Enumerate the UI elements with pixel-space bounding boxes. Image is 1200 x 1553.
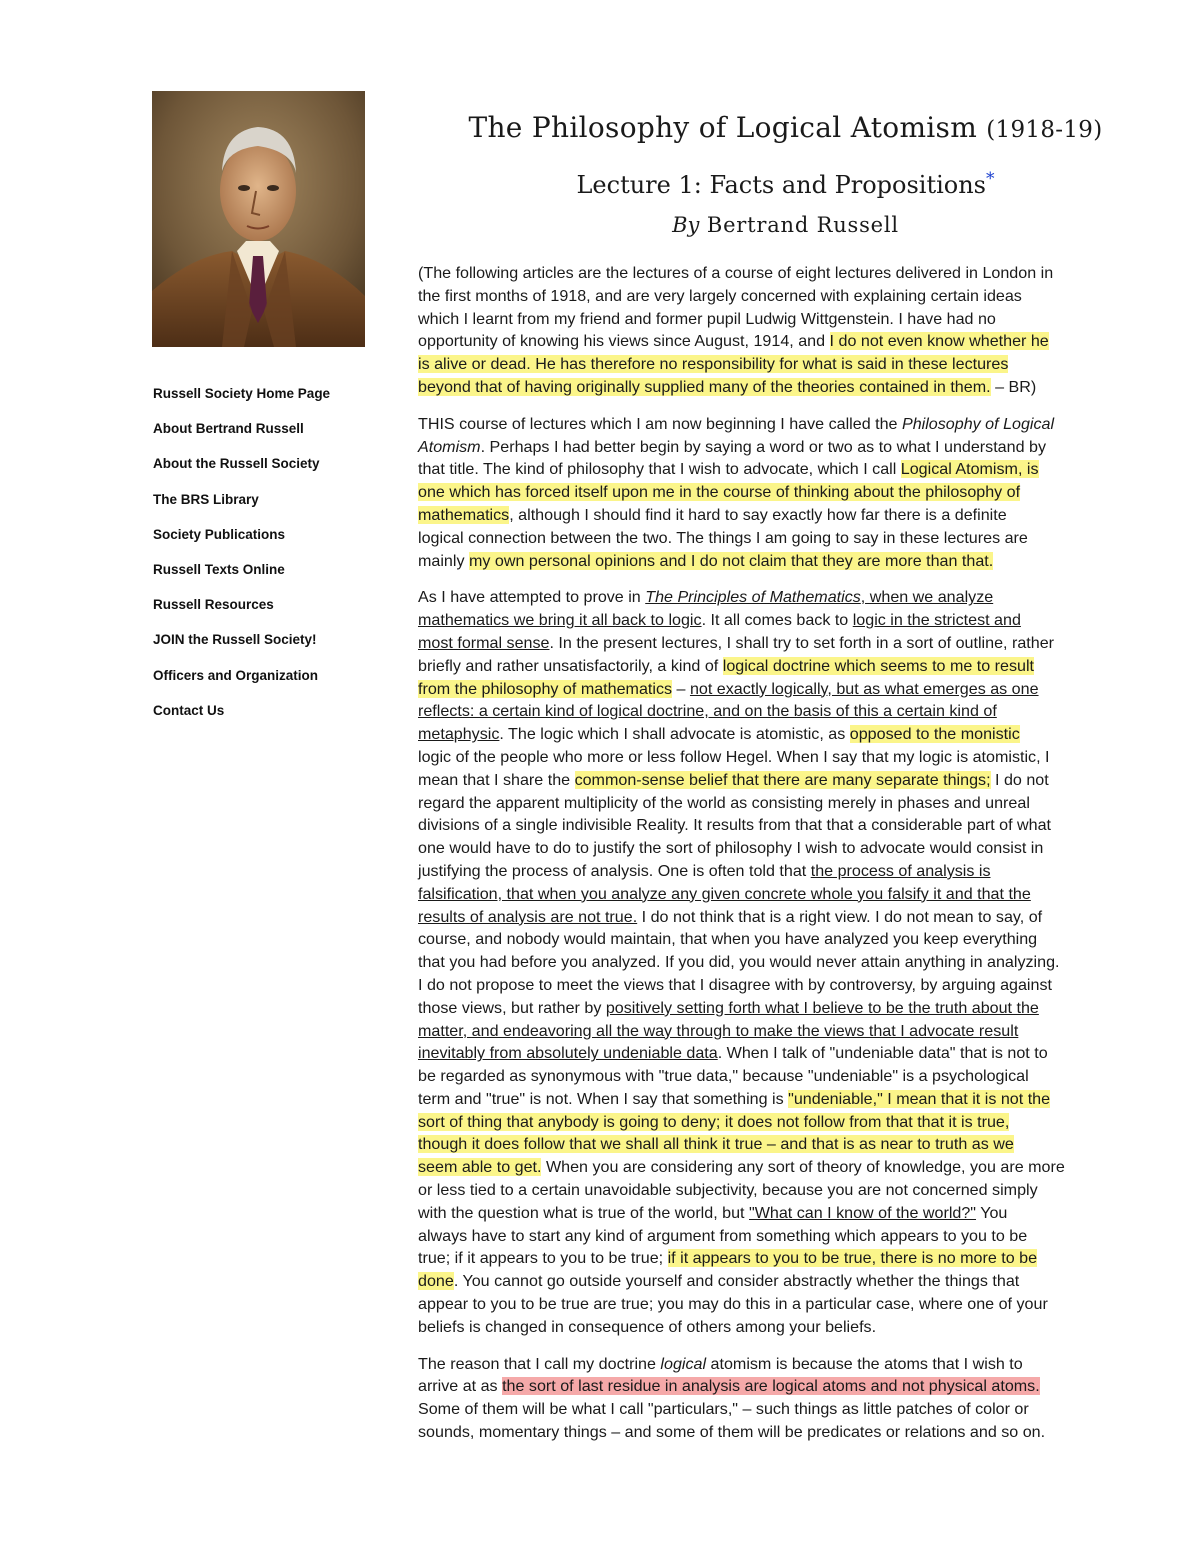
text-line [418,883,1153,906]
text-line [418,678,1153,701]
text-line [418,792,1153,815]
highlighted-text: though it does follow that we shall all think it true – and that is as near to truth as we [418,1135,1014,1154]
highlighted-text: done [418,1272,454,1291]
lecture-subtitle [418,158,1153,210]
nav-link-publications[interactable]: Society Publications [153,526,286,542]
highlighted-text: logical doctrine which seems to me to result [722,656,1035,675]
text-run: . You cannot go outside yourself and consider abstractly whether the things that [453,1272,1020,1291]
italic-text: logical [660,1354,707,1373]
text-line [418,906,1153,929]
byline-by: By [672,213,700,237]
text-run: You [976,1203,1008,1222]
nav-link-texts[interactable]: Russell Texts Online [153,561,285,577]
text-run: briefly and rather unsatisfactorily, a kind of [418,656,723,675]
text-line [418,1065,1153,1088]
paragraph-2 [418,586,1153,1338]
text-run: divisions of a single indivisible Reality. It results from that that a considerable part of what [418,816,1052,835]
underlined-text: The Principles of Mathematics [645,588,861,607]
underlined-text: , when we analyze [860,588,994,607]
nav-item-about-society [153,455,383,490]
highlighted-text: mathematics [418,505,510,524]
highlighted-text: common-sense belief that there are many separate things; [574,770,991,789]
text-line [418,586,1153,609]
underlined-text: metaphysic [418,725,500,744]
text-line [418,330,1153,353]
pink-highlighted-text: the sort of last residue in analysis are logical atoms and not physical atoms. [502,1377,1040,1396]
text-run: Some of them will be what I call "particulars," – such things as little patches of color or [418,1400,1029,1419]
article-body [418,262,1153,1444]
text-line [418,1042,1153,1065]
text-run: logic of the people who more or less follow Hegel. When I say that my logic is atomistic, I [418,747,1050,766]
text-run: THIS course of lectures which I am now beginning I have called the [418,414,902,433]
underlined-text: logic in the strictest and [852,611,1021,630]
text-run: mean that I share the [418,770,575,789]
text-run: those views, but rather by [418,998,606,1017]
text-run: true; if it appears to you to be true; [418,1249,668,1268]
text-line [418,1421,1153,1444]
text-line [418,700,1153,723]
nav-link-library[interactable]: The BRS Library [153,491,259,507]
text-line [418,1316,1153,1339]
text-run: regard the apparent multiplicity of the world as consisting merely in phases and unreal [418,793,1030,812]
text-run: As I have attempted to prove in [418,588,646,607]
highlighted-text: "undeniable," I mean that it is not the [788,1089,1051,1108]
paragraph-1 [418,413,1153,573]
nav-item-join [153,631,383,666]
nav-link-join[interactable]: JOIN the Russell Society! [153,632,317,648]
byline-author: Bertrand Russell [706,213,899,237]
text-run: The reason that I call my doctrine [418,1354,661,1373]
text-run: . In the present lectures, I shall try to set forth in a sort of outline, rather [549,633,1055,652]
italic-text: Philosophy of Logical [901,414,1055,433]
text-line [418,285,1153,308]
underlined-text: reflects: a certain kind of logical doctrine, and on the basis of this a certain kind of [418,702,997,721]
highlighted-text: is alive or dead. He has therefore no responsibility for what is said in these lectures [418,355,1009,374]
text-line [418,458,1153,481]
text-line [418,1156,1153,1179]
text-run: (The following articles are the lectures of a course of eight lectures delivered in London in [418,264,1054,282]
text-line [418,1353,1153,1376]
text-run: justifying the process of analysis. One is often told that [418,861,811,880]
text-run: . It all comes back to [701,611,853,630]
underlined-text: positively setting forth what I believe to be the truth about the [605,998,1039,1017]
text-run: I do not think that is a right view. I do not mean to say, of [637,907,1043,926]
text-line [418,769,1153,792]
text-run: the first months of 1918, and are very largely concerned with explaining certain ideas [418,286,1022,305]
text-line [418,504,1153,527]
nav-item-contact [153,702,383,737]
text-line [418,655,1153,678]
title-years: (1918-19) [986,117,1103,143]
text-line [418,353,1153,376]
nav-link-about-society[interactable]: About the Russell Society [153,456,320,472]
portrait-image [152,91,365,347]
text-line [418,308,1153,331]
paragraph-intro-note [418,262,1153,399]
text-line [418,814,1153,837]
italic-text: Atomism [418,437,481,456]
text-line [418,481,1153,504]
text-line [418,376,1153,399]
text-line [418,413,1153,436]
text-line [418,860,1153,883]
text-line [418,997,1153,1020]
nav-link-home[interactable]: Russell Society Home Page [153,386,331,401]
text-run: sounds, momentary things – and some of them will be predicates or relations and so on. [418,1423,1046,1442]
nav-item-library [153,491,383,526]
highlighted-text: if it appears to you to be true, there is no more to be [667,1249,1038,1268]
highlighted-text: Logical Atomism, is [900,460,1039,479]
text-run: opportunity of knowing his views since August, 1914, and [418,332,830,351]
text-run: , although I should find it hard to say exactly how far there is a definite [509,505,1007,524]
text-line [418,1270,1153,1293]
highlighted-text: one which has forced itself upon me in the course of thinking about the philosophy of [418,483,1021,502]
text-run: mainly [418,551,469,570]
nav-item-about-russell [153,420,383,455]
text-run: one would have to do to justify the sort of philosophy I wish to advocate would consist in [418,839,1044,858]
underlined-text: inevitably from absolutely undeniable data [418,1044,718,1063]
text-run: – BR) [990,377,1037,396]
text-run: that title. The kind of philosophy that I wish to advocate, which I call [418,460,901,479]
byline [418,210,1153,262]
text-run: . Perhaps I had better begin by saying a word or two as to what I understand by [480,437,1046,456]
nav-item-home [153,385,383,420]
nav-link-resources[interactable]: Russell Resources [153,597,274,613]
text-run: with the question what is true of the world, but [418,1203,749,1222]
nav-link-officers[interactable]: Officers and Organization [153,667,319,683]
sidebar-nav [153,385,383,737]
text-line [418,1179,1153,1202]
text-run: course, and nobody would maintain, that when you have analyzed you keep everything [418,930,1038,949]
text-line [418,527,1153,550]
text-run: beliefs is changed in consequence of others among your beliefs. [418,1317,877,1336]
text-line [418,1020,1153,1043]
text-line [418,1375,1153,1398]
subtitle-text: Lecture 1: Facts and Propositions [576,171,986,199]
highlighted-text: from the philosophy of mathematics [418,679,673,698]
text-line [418,550,1153,573]
nav-item-officers [153,667,383,702]
underlined-text: matter, and endeavoring all the way through to make the views that I advocate result [418,1021,1019,1040]
text-line [418,746,1153,769]
underlined-text: most formal sense [418,633,550,652]
text-run: I do not [990,770,1049,789]
text-run: – [672,679,690,698]
text-run: term and "true" is not. When I say that something is [418,1089,789,1108]
text-run: . When I talk of "undeniable data" that is not to [717,1044,1048,1063]
nav-link-about-russell[interactable]: About Bertrand Russell [153,421,304,437]
text-line [418,1088,1153,1111]
text-line [418,1133,1153,1156]
highlighted-text: opposed to the monistic [849,725,1020,744]
underlined-text: results of analysis are not true. [418,907,638,926]
underlined-text: falsification, that when you analyze any given concrete whole you falsify it and that the [418,884,1031,903]
underlined-text: mathematics we bring it all back to logic [418,611,702,630]
text-run: appear to you to be true are true; you may do this in a particular case, where one of your [418,1295,1048,1314]
text-line [418,262,1153,285]
highlighted-text: seem able to get. [418,1158,542,1177]
paragraph-3 [418,1353,1153,1444]
text-line [418,436,1153,459]
text-line [418,974,1153,997]
title-text: The Philosophy of Logical Atomism [468,111,978,144]
text-run: atomism is because the atoms that I wish to [706,1354,1023,1373]
nav-item-texts [153,561,383,596]
text-line [418,1225,1153,1248]
text-line [418,928,1153,951]
text-line [418,1111,1153,1134]
nav-link-contact[interactable]: Contact Us [153,702,225,718]
underlined-text: not exactly logically, but as what emerges as one [689,679,1039,698]
text-run: be regarded as synonymous with "true data," because "undeniable" is a psychological [418,1067,1029,1086]
text-line [418,723,1153,746]
page-title [418,108,1153,158]
text-line [418,1202,1153,1225]
text-run: arrive at as [418,1377,503,1396]
text-run: or less tied to a certain unavoidable subjectivity, because you are not concerned simply [418,1181,1038,1200]
highlighted-text: I do not even know whether he [829,332,1049,351]
text-run: I do not propose to meet the views that I disagree with by controversy, by arguing against [418,975,1052,994]
text-run: When you are considering any sort of theory of knowledge, you are more [541,1158,1065,1177]
nav-item-publications [153,526,383,561]
text-run: always have to start any kind of argument from something which appears to you to be [418,1226,1028,1245]
text-line [418,1247,1153,1270]
highlighted-text: sort of thing that anybody is going to deny; it does not follow from that that it is true, [418,1112,1010,1131]
main-content [418,108,1153,1444]
highlighted-text: beyond that of having originally supplied many of the theories contained in them. [418,377,991,396]
footnote-link[interactable]: * [986,169,995,189]
underlined-text: the process of analysis is [810,861,991,880]
text-line [418,609,1153,632]
text-line [418,1293,1153,1316]
nav-item-resources [153,596,383,631]
text-run: . The logic which I shall advocate is atomistic, as [499,725,850,744]
text-line [418,1398,1153,1421]
text-line [418,837,1153,860]
text-line [418,951,1153,974]
highlighted-text: my own personal opinions and I do not claim that they are more than that. [468,551,994,570]
text-run: which I learnt from my friend and former pupil Ludwig Wittgenstein. I have had no [418,309,996,328]
text-run: that you had before you analyzed. If you did, you would never attain anything in analyzing. [418,953,1060,972]
underlined-text: "What can I know of the world?" [749,1203,977,1222]
text-line [418,632,1153,655]
text-run: logical connection between the two. The things I am going to say in these lectures are [418,528,1028,547]
